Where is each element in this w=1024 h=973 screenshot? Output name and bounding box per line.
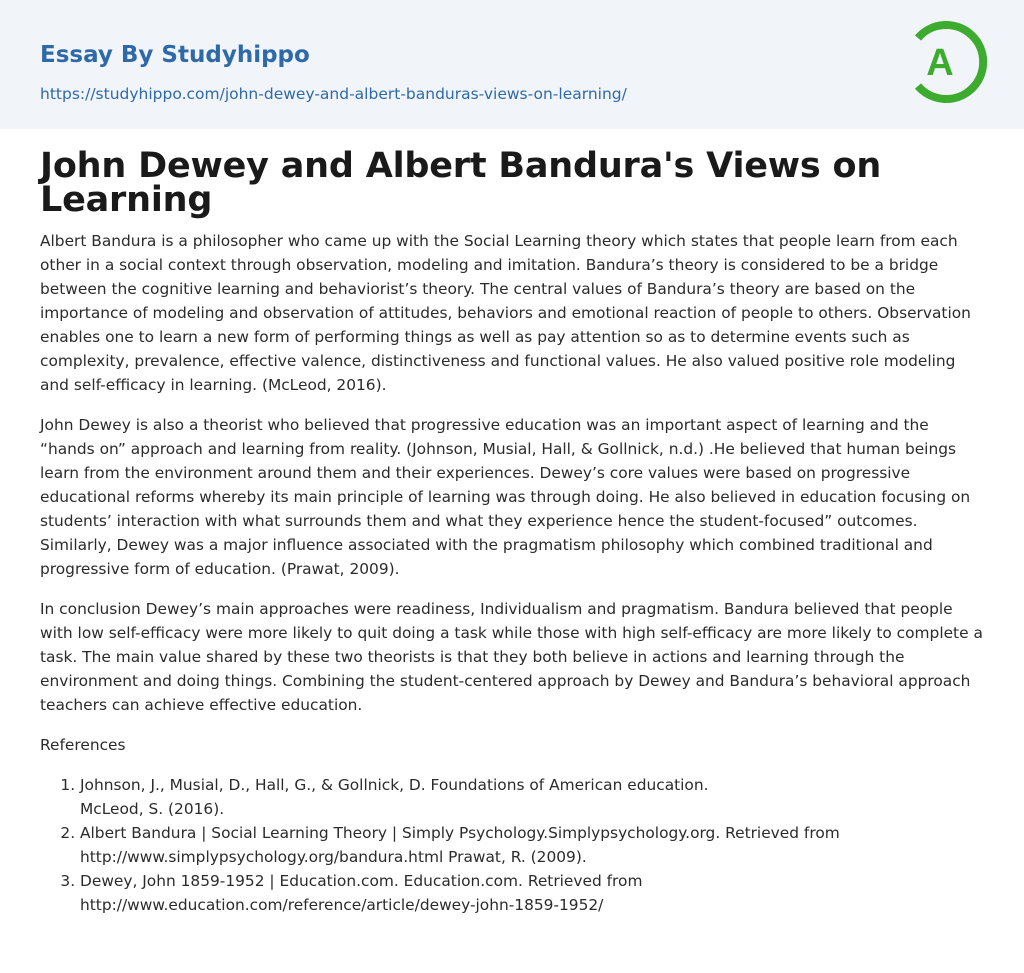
reference-item bbox=[80, 869, 984, 917]
studyhippo-logo-icon[interactable] bbox=[910, 18, 988, 106]
site-header bbox=[0, 0, 1024, 129]
reference-line: 2. Albert Bandura | Social Learning Theory | Simply Psychology.Simplypsychology.org. Retrieved from bbox=[80, 824, 840, 842]
reference-line: http://www.education.com/reference/article/dewey-john-1859-1952/ bbox=[80, 896, 604, 914]
paragraph-conclusion: In conclusion Dewey’s main approaches were readiness, Individualism and pragmatism. Bandura believed that people with low self-efficacy were more likely to quit doing a task while those with high self-efficacy are more likely to complete a task. The main value shared by these two theorists is that they both believe in actions and learning through the environment and doing things. Combining the student-centered approach by Dewey and Bandura’s behavioral approach teachers can achieve effective education. bbox=[40, 600, 983, 714]
references-heading: References bbox=[40, 736, 126, 754]
paragraph-dewey: John Dewey is also a theorist who believed that progressive education was an important aspect of learning and the “hands on” approach and learning from reality. (Johnson, Musial, Hall, & Gollnick, n.d.) .He believed that human beings learn from the environment around them and their experiences. Dewey’s core values were based on progressive educational reforms whereby its main principle of learning was through doing. He also believed in education focusing on students’ interaction with what surrounds them and what they experience hence the student-focused” outcomes. Similarly, Dewey was a major influence associated with the pragmatism philosophy which combined traditional and progressive form of education. (Prawat, 2009). bbox=[40, 416, 971, 578]
site-brand[interactable]: Essay By Studyhippo bbox=[40, 42, 310, 68]
reference-item bbox=[80, 821, 984, 869]
article-body bbox=[0, 146, 1024, 917]
paragraph-bandura: Albert Bandura is a philosopher who came up with the Social Learning theory which states that people learn from each other in a social context through observation, modeling and imitation. Bandura’s theory is considered to be a bridge between the cognitive learning and behaviorist’s theory. The central values of Bandura’s theory are based on the importance of modeling and observation of attitudes, behaviors and emotional reaction of people to others. Observation enables one to learn a new form of performing things as well as pay attention so as to determine events such as complexity, prevalence, effective valence, distinctiveness and functional values. He also valued positive role modeling and self-efficacy in learning. (McLeod, 2016). bbox=[40, 232, 971, 394]
logo-letter: A bbox=[926, 42, 954, 84]
reference-line: http://www.simplypsychology.org/bandura.html Prawat, R. (2009). bbox=[80, 848, 587, 866]
reference-line: 1. Johnson, J., Musial, D., Hall, G., & Gollnick, D. Foundations of American education. bbox=[80, 776, 709, 794]
page-title: John Dewey and Albert Bandura's Views on Learning bbox=[40, 146, 882, 220]
references-list bbox=[40, 773, 984, 917]
reference-line: McLeod, S. (2016). bbox=[80, 800, 225, 818]
reference-item bbox=[80, 773, 984, 821]
reference-line: 3. Dewey, John 1859-1952 | Education.com. Education.com. Retrieved from bbox=[80, 872, 643, 890]
page-url-link[interactable]: https://studyhippo.com/john-dewey-and-albert-banduras-views-on-learning/ bbox=[40, 85, 627, 103]
